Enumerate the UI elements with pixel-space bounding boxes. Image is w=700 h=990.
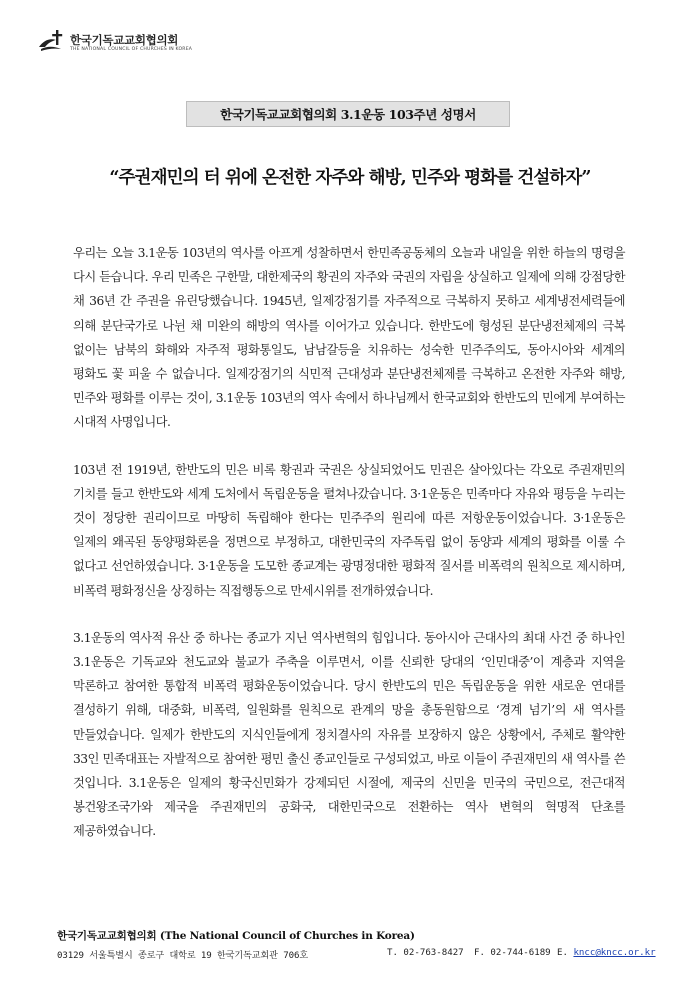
statement-body [73, 241, 625, 867]
email-link[interactable]: kncc@kncc.or.kr [573, 948, 656, 958]
footer-fax: F. 02-744-6189 [474, 948, 551, 958]
statement-subtitle: 한국기독교교회협의회 3.1운동 103주년 성명서 [186, 101, 510, 127]
footer-organization: 한국기독교교회협의회 (The National Council of Churches in Korea) [57, 930, 415, 942]
footer-telephone: T. 02-763-8427 [387, 948, 464, 958]
logo-name-korean: 한국기독교교회협의회 [70, 33, 179, 47]
footer-contact-row [57, 948, 657, 964]
body-paragraph-2: 103년 전 1919년, 한반도의 민은 비록 황권과 국권은 상실되었어도 민권은 살아있다는 각오로 주권재민의 기치를 들고 한반도와 세계 도처에서 독립운동을 펼쳐나갔습니다. 3·1운동은 민족마다 자유와 평등을 누리는 것이 정당한 권리이므로 마땅히 독립해야 한다는 민주주의 원리에 따른 저항운동이었습니다. 3·1운동은 일제의 왜곡된 동양평화론을 정면으로 부정하고, 대한민국의 자주독립 없이 동양과 세계의 평화를 이룰 수 없다고 선언하였습니다. 3·1운동을 도모한 종교계는 광명정대한 평화적 질서를 비폭력의 원칙으로 제시하며, 비폭력 평화정신을 상징하는 직접행동으로 만세시위를 전개하였습니다. [73, 462, 625, 598]
footer-email [557, 948, 656, 958]
body-paragraph-1: 우리는 오늘 3.1운동 103년의 역사를 아프게 성찰하면서 한민족공동체의 오늘과 내일을 위한 하늘의 명령을 다시 듣습니다. 우리 민족은 구한말, 대한제국의 황권의 자주와 국권의 자립을 상실하고 일제에 의해 강점당한 채 36년 간 주권을 유린당했습니다. 1945년, 일제강점기를 자주적으로 극복하지 못하고 세계냉전세력들에 의해 분단국가로 나뉜 채 미완의 해방의 역사를 이어가고 있습니다. 한반도에 형성된 분단냉전체제의 극복 없이는 남북의 화해와 자주적 평화통일도, 남남갈등을 치유하는 성숙한 민주주의도, 동아시아와 세계의 평화도 꽃 피울 수 없습니다. 일제강점기의 식민적 근대성과 분단냉전체제를 극복하고 온전한 자주와 해방, 민주와 평화를 이루는 것이, 3.1운동 103년의 역사 속에서 하나님께서 한국교회와 한반도의 민에게 부여하는 시대적 사명입니다. [73, 246, 625, 430]
organization-logo [37, 28, 237, 54]
body-paragraph-3: 3.1운동의 역사적 유산 중 하나는 종교가 지닌 역사변혁의 힘입니다. 동아시아 근대사의 최대 사건 중 하나인 3.1운동은 기독교와 천도교와 불교가 주축을 이루면서, 이를 신뢰한 당대의 ‘인민대중’이 계층과 지역을 막론하고 참여한 통합적 비폭력 평화운동이었습니다. 당시 한반도의 민은 독립운동을 위한 새로운 연대를 결성하기 위해, 대중화, 비폭력, 일원화를 원칙으로 관계의 망을 총동원함으로 ‘경계 넘기’의 새 역사를 만들었습니다. 일제가 한반도의 지식인들에게 정치결사의 자유를 보장하지 않은 상황에서, 주체로 활약한 33인 민족대표는 자발적으로 참여한 평민 출신 종교인들로 구성되었고, 바로 이들이 주권재민의 새 역사를 쓴 것입니다. 3.1운동은 일제의 황국신민화가 강제되던 시절에, 제국의 신민을 민국의 국민으로, 전근대적 봉건왕조국가와 제국을 주권재민의 공화국, 대한민국으로 전환하는 역사 변혁의 혁명적 단초를 제공하였습니다. [73, 630, 625, 839]
footer-address: 03129 서울특별시 종로구 대학로 19 한국기독교회관 706호 [57, 951, 309, 961]
footer-email-prefix: E. [557, 948, 574, 958]
statement-headline: “주권재민의 터 위에 온전한 자주와 해방, 민주와 평화를 건설하자” [109, 168, 591, 188]
contact-footer [57, 928, 657, 964]
logo-name-english: THE NATIONAL COUNCIL OF CHURCHES IN KOREA [70, 47, 193, 52]
dove-cross-icon [37, 28, 67, 54]
